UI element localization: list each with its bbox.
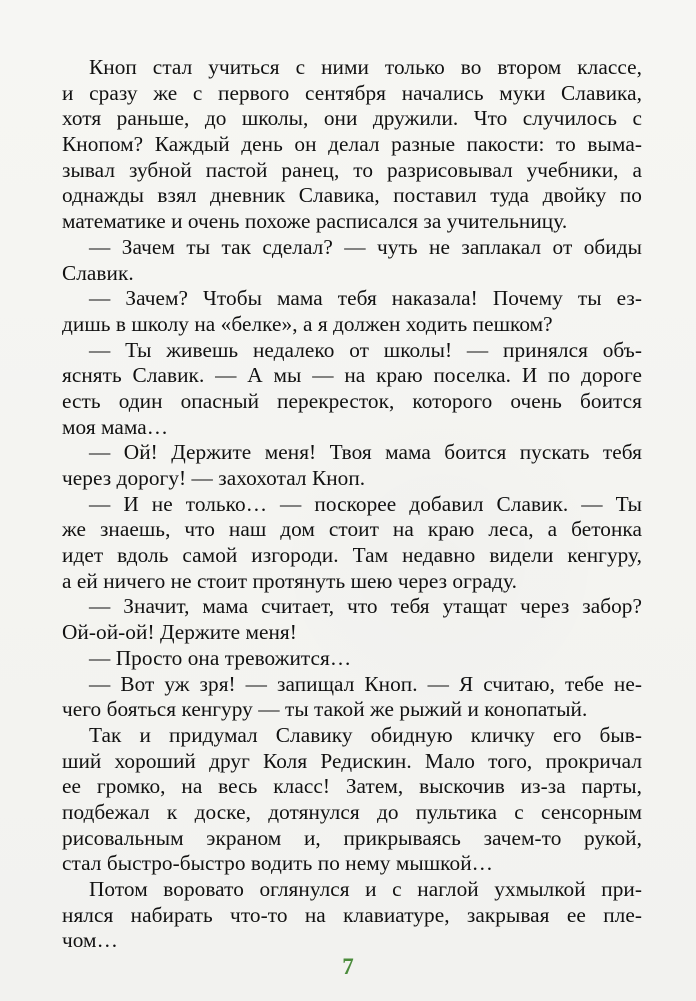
text-line: через дорогу! — захохотал Кноп. xyxy=(62,466,366,490)
text-line: хотя раньше, до школы, они дружили. Что случилось с xyxy=(62,106,642,131)
text-line: однажды взял дневник Славика, поставил туда двойку по xyxy=(62,183,642,208)
text-line: — Зачем ты так сделал? — чуть не заплакал от обиды xyxy=(89,234,642,259)
text-line: зывал зубной пастой ранец, то разрисовывал учебники, а xyxy=(62,157,642,182)
text-line: рисовальным экраном и, прикрываясь зачем-то рукой, xyxy=(62,825,642,850)
text-line: — И не только… — поскорее добавил Славик. — Ты xyxy=(89,491,642,516)
page-number: 7 xyxy=(342,954,354,979)
text-line: подбежал к доске, дотянулся до пультика с сенсорным xyxy=(62,799,642,824)
text-line: Ой-ой-ой! Держите меня! xyxy=(62,620,297,645)
text-line: яснять Славик. — А мы — на краю поселка. И по дороге xyxy=(62,363,642,388)
text-line: — Ой! Держите меня! Твоя мама боится пускать тебя xyxy=(89,440,642,465)
text-line: и сразу же с первого сентября начались муки Славика, xyxy=(62,80,642,105)
text-line: а ей ничего не стоит протянуть шею через ограду. xyxy=(62,568,517,593)
text-line: Кнопом? Каждый день он делал разные пакости: то вымa- xyxy=(62,132,642,157)
text-line: — Ты живешь недалеко от школы! — принялся объ- xyxy=(89,337,642,362)
page-text xyxy=(62,55,642,954)
text-line: есть один опасный перекресток, которого очень боится xyxy=(62,388,642,413)
text-line: Так и придумал Славику обидную кличку его быв- xyxy=(89,722,642,747)
text-line: нялся набирать что-то на клавиатуре, закрывая ее пле- xyxy=(62,902,642,927)
text-line: — Просто она тревожится… xyxy=(89,645,352,670)
text-line: — Значит, мама считает, что тебя утащат через забор? xyxy=(89,594,642,619)
text-line: — Зачем? Чтобы мама тебя наказала! Почему ты ез- xyxy=(89,286,642,311)
text-line: Кноп стал учиться с ними только во втором классе, xyxy=(89,55,642,79)
text-line: Славик. xyxy=(62,260,134,285)
text-line: идет вдоль самой изгороди. Там недавно видели кенгуру, xyxy=(62,543,642,568)
text-line: Потом воровато оглянулся и с наглой ухмылкой при- xyxy=(89,877,642,901)
text-line: чего бояться кенгуру — ты такой же рыжий и конопатый. xyxy=(62,697,588,722)
text-line: чом… xyxy=(62,928,118,953)
text-line: моя мама… xyxy=(62,414,169,439)
text-line: стал быстро-быстро водить по нему мышкой… xyxy=(62,851,493,876)
text-line: ее громко, на весь класс! Затем, выскочив из-за парты, xyxy=(62,774,642,799)
text-line: дишь в школу на «белке», а я должен ходить пешком? xyxy=(62,311,553,336)
text-line: — Вот уж зря! — запищал Кноп. — Я считаю, тебе не- xyxy=(89,671,642,696)
text-line: ший хороший друг Коля Редискин. Мало того, прокричал xyxy=(62,748,642,773)
text-line: математике и очень похоже расписался за учительницу. xyxy=(62,209,568,234)
text-line: же знаешь, что наш дом стоит на краю леса, а бетонка xyxy=(62,517,642,542)
